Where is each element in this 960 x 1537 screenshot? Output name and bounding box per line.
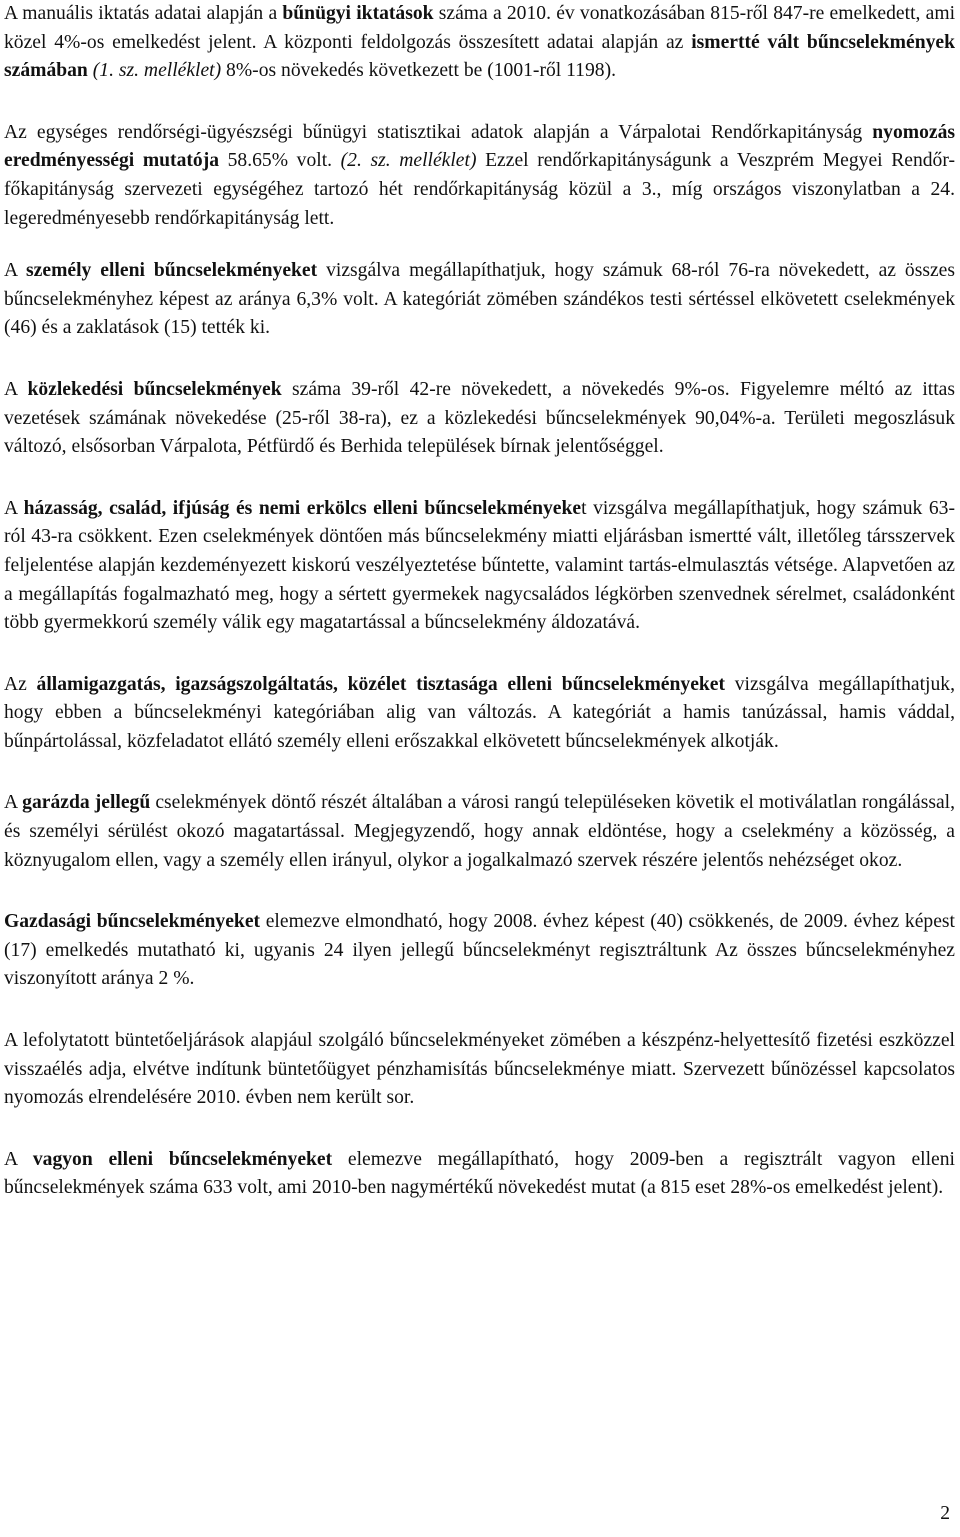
paragraph-vagyon-elleni <box>4 1146 955 1203</box>
text-run: Ezzel rendőrkapitányságunk a Veszprém Megyei Rendőr-főkapitányság szervezeti egységéhez tartozó hét rendőrkapitányság közül a 3., míg országos viszonylatban a 24. legeredményesebb rendőrkapitányság lett. <box>4 150 956 229</box>
paragraph-hazassag-csalad <box>4 495 955 638</box>
annex-reference: (1. sz. melléklet) <box>92 60 222 82</box>
bold-term: államigazgatás, igazságszolgáltatás, közélet tisztasága elleni bűncselekményeket <box>36 673 726 695</box>
text-run: száma 39-ről 42-re növekedett, a növekedés 9%-os. Figyelemre méltó az ittas vezetések számának növekedése (25-ről 38-ra), ez a közlekedési bűncselekmények 90,04%-a. Területi megoszlásuk változó, elsősorban Várpalota, Pétfürdő és Berhida települések bírnak jelentőséggel. <box>4 378 955 458</box>
paragraph-garazda <box>4 789 955 875</box>
text-run: 58.65% volt. <box>219 150 341 172</box>
text-run: száma a 2010. év vonatkozásában 815-ről 847-re emelkedett, ami közel 4%-os emelkedést jelent. A központi feldolgozás összesített adatai alapján az <box>4 3 956 53</box>
text-run: A <box>4 378 28 400</box>
text-run: Az <box>4 673 37 695</box>
text-run: Az egységes rendőrségi-ügyészségi bűnügyi statisztikai adatok alapján a Várpalotai Rendőrkapitányság <box>4 121 873 143</box>
bold-term: vagyon elleni bűncselekményeket <box>32 1148 333 1170</box>
annex-reference: (2. sz. melléklet) <box>340 150 477 172</box>
paragraph-iktatasok <box>4 0 955 86</box>
text-run: A <box>4 497 24 519</box>
page-number: 2 <box>940 1503 950 1524</box>
paragraph-szemely-elleni <box>4 257 955 343</box>
bold-term: személy elleni bűncselekményeket <box>26 260 318 282</box>
text-run: vizsgálva megállapíthatjuk, hogy ebben a bűncselekményi kategóriában alig van változás. A kategóriát a hamis tanúzással, hamis váddal, bűnpártolással, közfeladatot ellátó személy elleni erőszakkal elkövetett bűncselekmények alkotják. <box>4 673 955 752</box>
document-page <box>4 0 955 1203</box>
paragraph-gazdasagi <box>4 908 955 994</box>
text-run: vizsgálva megállapíthatjuk, hogy számuk 68-ról 76-ra növekedett, az összes bűncselekményhez képest az aránya 6,3% volt. A kategóriát zömében szándékos testi sértéssel elkövetett cselekmények (46) és a zaklatások (15) tették ki. <box>4 260 955 339</box>
bold-term: garázda jellegű <box>22 792 151 814</box>
text-run: t vizsgálva megállapíthatjuk, hogy számuk 63-ról 43-ra csökkent. Ezen cselekmények döntően más bűncselekmény miatti eljárásban ismertté vált, illetőleg társszervek feljelentése alapján kezdeményezett kiskorú veszélyeztetése bűntette, valamint tartás-elmulasztás vétsége. Alapvetően az a megállapítás fogalmazható meg, hogy a sértett gyermekek nagycsaládos légkörben szenvednek sérelmet, családonként több gyermekkorú személy válik egy magatartással a bűncselekmény áldozatává. <box>4 497 955 634</box>
text-run: A lefolytatott büntetőeljárások alapjául szolgáló bűncselekményeket zömében a készpénz-helyettesítő fizetési eszközzel visszaélés adja, elvétve indítunk büntetőügyet pénzhamisítás bűncselekménye miatt. Szervezett bűnözéssel kapcsolatos nyomozás elrendelésére 2010. évben nem került sor. <box>4 1030 955 1109</box>
paragraph-allamigazgatas <box>4 671 955 757</box>
bold-term: nyomozás eredményességi mutatója <box>4 121 955 172</box>
text-run: 8%-os növekedés következett be (1001-ről 1198). <box>221 60 616 82</box>
text-run: A manuális iktatás adatai alapján a <box>4 3 283 24</box>
paragraph-nyomozas-eredmenyesseg <box>4 119 955 233</box>
bold-term: bűnügyi iktatások <box>282 3 434 24</box>
bold-term: Gazdasági bűncselekményeket <box>4 911 261 933</box>
paragraph-keszpenz-helyettesito <box>4 1027 955 1113</box>
text-run: elemezve megállapítható, hogy 2009-ben a regisztrált vagyon elleni bűncselekmények száma 633 volt, ami 2010-ben nagymértékű növekedést mutat (a 815 eset 28%-os emelkedést jelent). <box>4 1148 955 1199</box>
bold-term: közlekedési bűncselekmények <box>27 378 282 400</box>
text-run: elemezve elmondható, hogy 2008. évhez képest (40) csökkenés, de 2009. évhez képest (17) emelkedés mutatható ki, ugyanis 24 ilyen jellegű bűncselekményt regisztráltunk Az összes bűncselekményhez viszonyított aránya 2 %. <box>4 911 955 990</box>
text-run: A <box>4 260 27 282</box>
text-run: A <box>4 1148 33 1170</box>
bold-term: házasság, család, ifjúság és nemi erkölcs elleni bűncselekményeke <box>23 497 582 519</box>
bold-term: ismertté vált bűncselekmények számában <box>4 31 955 82</box>
text-run: cselekmények döntő részét általában a városi rangú településeken követik el motiválatlan rongálással, és személyi sérülést okozó magatartással. Megjegyzendő, hogy annak eldöntése, hogy a cselekmény a közösség, a köznyugalom ellen, vagy a személy ellen irányul, olykor a jogalkalmazó szervek részére jelentős nehézséget okoz. <box>4 792 955 871</box>
paragraph-kozlekedesi <box>4 376 955 462</box>
text-run: A <box>4 792 23 814</box>
